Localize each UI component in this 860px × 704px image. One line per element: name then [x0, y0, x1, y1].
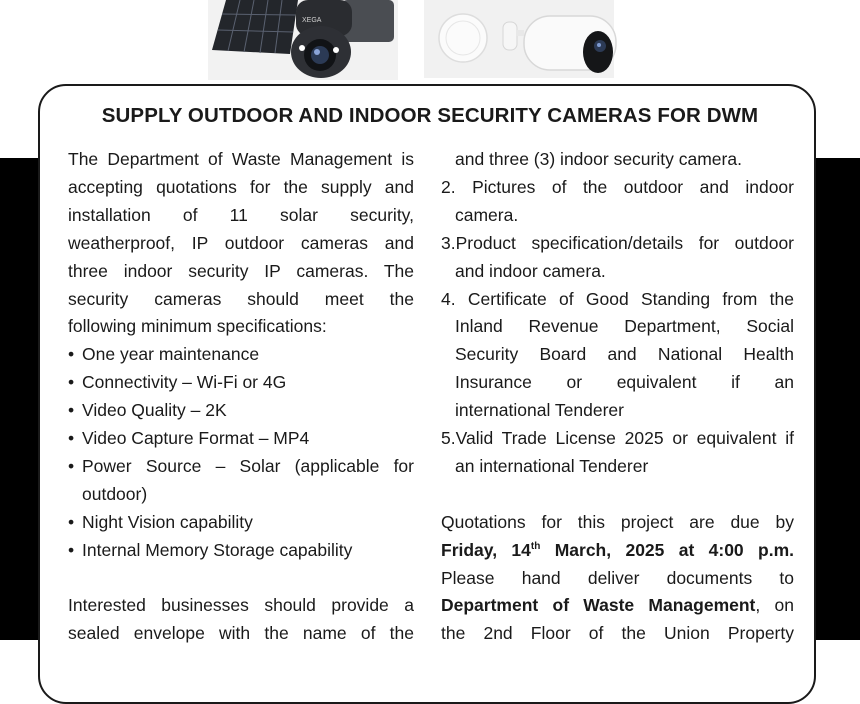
- requirement-line: Insurance or equivalent if an: [455, 372, 794, 393]
- bullet-icon: •: [68, 455, 75, 476]
- due-line: Please hand deliver documents to: [441, 567, 794, 588]
- specification-text: Night Vision capability: [82, 511, 253, 532]
- bullet-icon: •: [68, 539, 75, 560]
- intro-line: The Department of Waste Management is: [68, 149, 414, 169]
- due-date-line: [441, 537, 794, 565]
- intro-line: accepting quotations for the supply and: [68, 176, 414, 197]
- intro-line: installation of 11 solar security,: [68, 204, 414, 225]
- due-day-suffix: th: [530, 540, 541, 552]
- requirement-text: Product specification/details for outdoor: [455, 232, 794, 253]
- continuation-line: and three (3) indoor security camera.: [455, 149, 742, 169]
- bullet-icon: •: [68, 511, 75, 532]
- notice-title: SUPPLY OUTDOOR AND INDOOR SECURITY CAMERAS FOR DWM: [101, 104, 759, 127]
- delivery-location-line: [441, 592, 794, 620]
- product-photos: [0, 0, 860, 82]
- requirement-line: [441, 286, 795, 314]
- intro-paragraph: [68, 146, 414, 341]
- right-column: [441, 146, 794, 648]
- specification-text: One year maintenance: [82, 344, 260, 365]
- specifications-list: [68, 341, 414, 564]
- department-name: Department of Waste Management: [441, 595, 756, 616]
- requirement-line: Inland Revenue Department, Social: [455, 316, 794, 337]
- intro-line: three indoor security IP cameras. The: [68, 260, 414, 281]
- paragraph-spacer: [441, 481, 794, 509]
- due-line: the 2nd Floor of the Union Property: [441, 623, 794, 644]
- requirement-line: [441, 230, 794, 258]
- requirement-line: [441, 174, 794, 202]
- bullet-icon: •: [68, 428, 75, 449]
- specification-text: Power Source – Solar (applicable for: [82, 455, 414, 476]
- closing-line: Interested businesses should provide a: [68, 595, 414, 616]
- requirement-line: camera.: [455, 204, 519, 225]
- requirement-number: 3.: [441, 232, 456, 253]
- department-suffix: , on: [755, 595, 794, 616]
- requirement-line: an international Tenderer: [455, 455, 649, 476]
- requirement-item: [441, 425, 794, 481]
- specification-text-continued: outdoor): [82, 483, 148, 504]
- left-column: [68, 146, 414, 648]
- requirement-item: [441, 230, 794, 286]
- specification-text: Internal Memory Storage capability: [82, 539, 353, 560]
- specification-item: [68, 369, 414, 397]
- requirement-item: [441, 286, 794, 426]
- requirement-number: 5.: [441, 428, 456, 449]
- due-date-rest: March, 2025 at 4:00 p.m.: [540, 539, 794, 560]
- specification-item: [68, 453, 414, 509]
- intro-line: weatherproof, IP outdoor cameras and: [68, 232, 414, 253]
- due-line: Quotations for this project are due by: [441, 511, 794, 532]
- requirement-text: Pictures of the outdoor and indoor: [472, 176, 794, 197]
- requirement-number: 4.: [441, 288, 456, 309]
- bullet-icon: •: [68, 372, 75, 393]
- requirement-number: 2.: [441, 176, 456, 197]
- specification-item: [68, 509, 414, 537]
- requirement-text: Certificate of Good Standing from the: [467, 288, 795, 309]
- requirement-line: [441, 425, 794, 453]
- requirement-item: [441, 174, 794, 230]
- requirement-line: Security Board and National Health: [455, 344, 794, 365]
- specification-text: Video Capture Format – MP4: [82, 428, 310, 449]
- requirements-list: [441, 174, 794, 481]
- bullet-icon: •: [68, 344, 75, 365]
- requirement-line: and indoor camera.: [455, 260, 606, 281]
- intro-line: following minimum specifications:: [68, 316, 327, 337]
- specification-item: [68, 397, 414, 425]
- closing-line: sealed envelope with the name of the: [68, 623, 414, 644]
- requirement-text: Valid Trade License 2025 or equivalent if: [455, 428, 794, 449]
- specification-text: Connectivity – Wi-Fi or 4G: [82, 372, 287, 393]
- outdoor-solar-camera-image: [208, 0, 398, 80]
- intro-line: security cameras should meet the: [68, 288, 414, 309]
- indoor-security-camera-image: [424, 0, 616, 78]
- camera-brand-text: XEGA: [302, 17, 322, 24]
- due-day: Friday, 14: [441, 539, 531, 560]
- specification-item: [68, 537, 414, 565]
- specification-text: Video Quality – 2K: [82, 400, 227, 421]
- requirement-line: international Tenderer: [455, 400, 624, 421]
- specification-item: [68, 425, 414, 453]
- specification-item: [68, 341, 414, 369]
- bullet-icon: •: [68, 400, 75, 421]
- due-date-paragraph: [441, 509, 794, 649]
- paragraph-spacer: [68, 565, 414, 593]
